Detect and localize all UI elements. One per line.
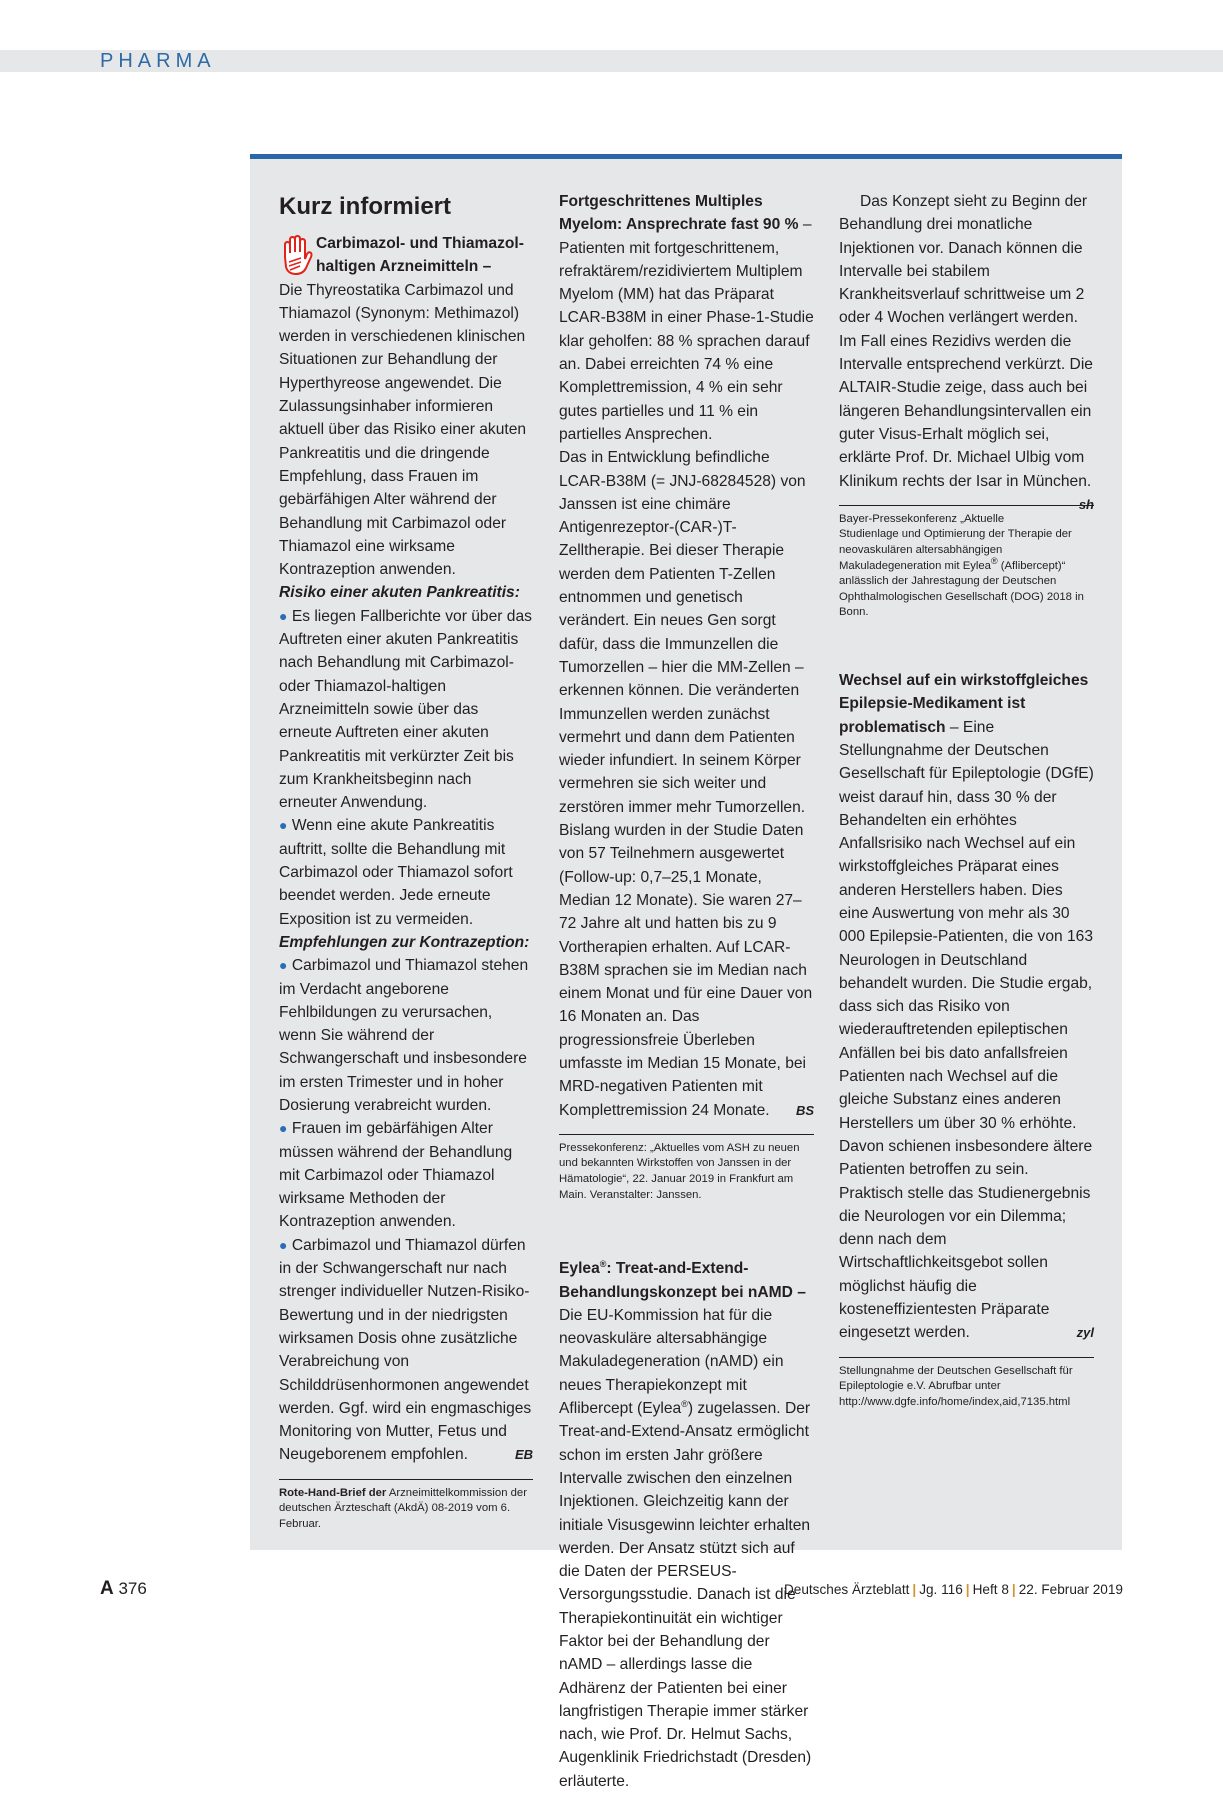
heading-part: Eylea — [559, 1260, 600, 1278]
article1-heading: Carbimazol- und Thiamazol-haltigen Arzneimitteln – — [316, 235, 524, 276]
article2-intro — [559, 190, 814, 446]
article1-heading-row — [279, 232, 533, 279]
spacer — [559, 1203, 814, 1257]
article1-bullet-5 — [279, 1234, 533, 1467]
article2-text: – Patienten mit fortgeschrittenem, refraktärem/rezidiviertem Multiplem Myelom (MM) hat das Präparat LCAR-B38M in einer Phase-1-Studie klar geholfen: 88 % sprachen darauf an. Dabei erreichten 74 % eine Komplettremission, 4 % ein sehr gutes partielles und 11 % ein partielles Ansprechen. — [559, 216, 814, 443]
page-number-value: 376 — [118, 1579, 147, 1598]
article3-text: Das Konzept sieht zu Beginn der Behandlung drei monatliche Injektionen vor. Danach können die Intervalle bei stabilem Krankheitsverlauf schrittweise um 2 oder 4 Wochen verlängert werden. Im Fall eines Rezidivs werden die Intervalle entsprechend verkürzt. Die ALTAIR-Studie zeige, dass auch bei längeren Behandlungsintervallen ein guter Visus-Erhalt möglich sei, erklärte Prof. Dr. Michael Ulbig vom Klinikum rechts der Isar in München. — [839, 193, 1093, 490]
article2-para-2: Das in Entwicklung befindliche LCAR-B38M (= JNJ-68284528) von Janssen ist eine chimäre Antigenrezeptor-(CAR-)T-Zelltherapie. Bei dieser Therapie werden dem Patienten T-Zellen entnommen und genetisch verändert. Ein neues Gen sorgt dafür, dass die Immunzellen die Tumorzellen – hier die MM-Zellen – erkennen können. Die veränderten Immunzellen werden zunächst vermehrt und dann dem Patienten wieder infundiert. In seinem Körper vermehren sie sich weiter und zerstören immer mehr Tumorzellen. — [559, 449, 806, 816]
article2-text: Bislang wurden in der Studie Daten von 57 Teilnehmern ausgewertet (Follow-up: 0,7–25,1 Monate, Median 12 Monate). Sie waren 27–72 Jahre alt und hatten bis zu 9 Vortherapien erhalten. Auf LCAR-B38M sprachen sie im Median nach einem Monat und für eine Dauer von 16 Monaten an. Das progressionsfreie Überleben umfasste im Median 15 Monate, bei MRD-negativen Patienten mit Komplettremission 24 Monate. — [559, 822, 813, 1119]
column-2 — [559, 190, 814, 1793]
bullet-text: Es liegen Fallberichte vor über das Auftreten einer akuten Pankreatitis nach Behandlung mit Carbimazol- oder Thiamazol-haltigen Arzneimitteln sowie über das erneute Auftreten einer akuten Pankreatitis mit verkürzter Zeit bis zum Krankheitsbeginn nach erneuter Anwendung. — [279, 607, 532, 812]
bullet-icon: ● — [279, 817, 288, 834]
journal-info — [784, 1582, 1123, 1597]
article4-intro — [839, 669, 1094, 1345]
bullet-icon: ● — [279, 1120, 288, 1137]
box-title: Kurz informiert — [279, 193, 452, 220]
column-3 — [839, 190, 1094, 1410]
article4-heading: Wechsel auf ein wirkstoffgleiches Epilepsie-Medikament ist problematisch — [839, 672, 1089, 736]
bullet-icon: ● — [279, 607, 288, 624]
separator: | — [965, 1582, 970, 1597]
article1-signature: EB — [514, 1447, 533, 1463]
journal-date: 22. Februar 2019 — [1018, 1582, 1123, 1597]
bullet-text: Wenn eine akute Pankreatitis auftritt, sollte die Behandlung mit Carbimazol oder Thiamazol sofort beendet werden. Jede erneute Exposition ist zu vermeiden. — [279, 817, 513, 928]
article3-para-2 — [839, 190, 1094, 512]
article3-text: Die EU-Kommission hat für die neovaskuläre altersabhängige Makuladegeneration (nAMD) ein neues Therapiekonzept mit Aflibercept (Eylea — [559, 1306, 784, 1418]
source-label: Rote-Hand-Brief der — [279, 1486, 387, 1499]
source-text: (Aflibercept)“ anlässlich der Jahrestagung der Deutschen Ophthalmologischen Gesellschaft (DOG) 2018 in Bonn. — [839, 559, 1084, 619]
section-label: PHARMA — [100, 50, 216, 72]
registered-mark: ® — [990, 555, 998, 566]
article1-subhead-pankreatitis: Risiko einer akuten Pankreatitis: — [279, 584, 520, 602]
page-number — [100, 1578, 147, 1600]
article1-source — [279, 1479, 533, 1533]
heading-part: : Treat-and-Extend-Behandlungskonzept bei nAMD – — [559, 1260, 806, 1301]
column-1 — [279, 190, 533, 1533]
spacer — [839, 621, 1094, 669]
article2-para-3 — [559, 819, 814, 1122]
article1-subhead-kontrazeption: Empfehlungen zur Kontrazeption: — [279, 933, 530, 951]
bullet-text: Frauen im gebärfähigen Alter müssen während der Behandlung mit Carbimazol oder Thiamazol wirksame Methoden der Kontrazeption anwenden. — [279, 1120, 513, 1231]
article3-source — [839, 505, 1094, 621]
source-text: Bayer-Pressekonferenz „Aktuelle Studienlage und Optimierung der Therapie der neovaskulären altersabhängigen Makuladegeneration mit Eylea — [839, 512, 1072, 572]
page-letter: A — [100, 1578, 114, 1599]
registered-mark: ® — [681, 1398, 688, 1409]
article4-text: – Eine Stellungnahme der Deutschen Gesellschaft für Epileptologie (DGfE) weist darauf hin, dass 30 % der Behandelten ein erhöhtes Anfallsrisiko nach Wechsel auf ein wirkstoffgleiches Präparat eines anderen Herstellers haben. Dies eine Auswertung von mehr als 30 000 Epilepsie-Patienten, die von 163 Neurologen in Deutschland behandelt wurden. Die Studie ergab, dass sich das Risiko von wiederauftretenden epileptischen Anfällen bei bis dato anfallsfreien Patienten nach Wechsel auf die gleiche Substanz eines anderen Herstellers um über 30 % erhöhte. Davon schienen insbesondere ältere Patienten betroffen zu sein. Praktisch stelle das Studienergebnis die Neurologen vor ein Dilemma; denn nach dem Wirtschaftlichkeitsgebot sollen möglichst häufig die kosteneffizientesten Präparate eingesetzt werden. — [839, 718, 1094, 1342]
article4-source: Stellungnahme der Deutschen Gesellschaft für Epileptologie e.V. Abrufbar unter http://www.dgfe.info/home/index,aid,7135.html — [839, 1357, 1094, 1411]
bullet-text: Carbimazol und Thiamazol stehen im Verdacht angeborene Fehlbildungen zu verursachen, wenn Sie während der Schwangerschaft und insbesondere im ersten Trimester und in hoher Dosierung verabreicht wurden. — [279, 957, 529, 1114]
article3-text: ) zugelassen. Der Treat-and-Extend-Ansatz ermöglicht schon im ersten Jahr größere Intervalle zwischen den einzelnen Injektionen. Gleichzeitig kann der initiale Visusgewinn leichter erhalten werden. Der Ansatz stützt sich auf die Daten der PERSEUS-Versorgungsstudie. Danach ist die Therapiekontinuität ein wichtiger Faktor bei der Behandlung der nAMD – allerdings lasse die Adhärenz der Patienten bei einer langfristigen Therapie immer stärker nach, wie Prof. Dr. Helmut Sachs, Augenklinik Friedrichstadt (Dresden) erläuterte. — [559, 1400, 812, 1790]
article1-bullet-3 — [279, 954, 533, 1117]
bullet-icon: ● — [279, 957, 288, 974]
article2-source: Pressekonferenz: „Aktuelles vom ASH zu neuen und bekannten Wirkstoffen von Janssen in der Hämatologie“, 22. Januar 2019 in Frankfurt am Main. Veranstalter: Janssen. — [559, 1134, 814, 1203]
article3-signature: sh — [1078, 496, 1094, 512]
article1-bullet-4 — [279, 1117, 533, 1233]
separator: | — [912, 1582, 917, 1597]
bullet-icon: ● — [279, 1236, 288, 1253]
journal-name: Deutsches Ärzteblatt — [783, 1582, 910, 1597]
red-hand-icon — [279, 235, 313, 275]
source-text: Arzneimittelkommission der deutschen Ärzteschaft (AkdÄ) 08-2019 vom 6. Februar. — [279, 1486, 527, 1530]
article1-bullet-2 — [279, 814, 533, 930]
bullet-text: Carbimazol und Thiamazol dürfen in der Schwangerschaft nur nach strenger individueller Nutzen-Risiko-Bewertung und in der niedrigsten wirksamen Dosis ohne zusätzliche Verabreichung von Schilddrüsenhormonen angewendet werden. Ggf. wird ein engmaschiges Monitoring von Mutter, Fetus und Neugeborenem empfohlen. — [279, 1236, 532, 1464]
journal-volume: Jg. 116 — [919, 1582, 963, 1597]
article4-signature: zyl — [1076, 1325, 1094, 1341]
article1-bullet-1 — [279, 605, 533, 815]
registered-mark: ® — [599, 1259, 607, 1270]
article1-intro: Die Thyreostatika Carbimazol und Thiamazol (Synonym: Methimazol) werden in verschiedenen klinischen Situationen zur Behandlung der Hyperthyreose angewendet. Die Zulassungsinhaber informieren aktuell über das Risiko einer akuten Pankreatitis und die dringende Empfehlung, dass Frauen im gebärfähigen Alter während der Behandlung mit Carbimazol oder Thiamazol eine wirksame Kontrazeption anwenden. — [279, 281, 527, 579]
article3-heading — [559, 1260, 806, 1300]
journal-issue: Heft 8 — [972, 1582, 1009, 1597]
article3-intro — [559, 1257, 814, 1793]
separator: | — [1011, 1582, 1016, 1597]
article2-heading: Fortgeschrittenes Multiples Myelom: Ansprechrate fast 90 % — [559, 193, 799, 234]
article2-signature: BS — [795, 1102, 814, 1118]
